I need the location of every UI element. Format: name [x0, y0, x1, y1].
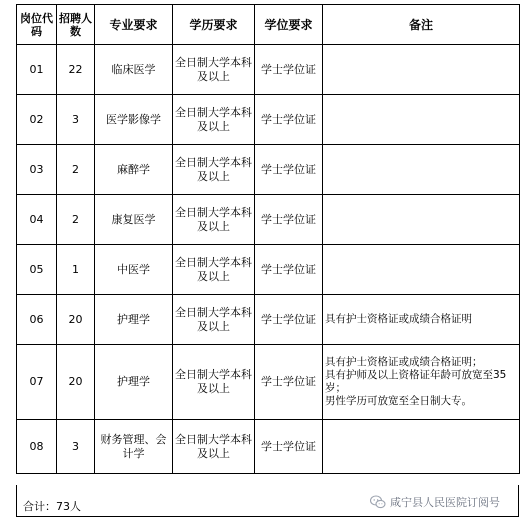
cell-major: 临床医学: [95, 45, 173, 95]
cell-education: 全日制大学本科及以上: [173, 295, 255, 345]
table-row: [17, 420, 520, 474]
cell-major: 护理学: [95, 345, 173, 420]
cell-major: 中医学: [95, 245, 173, 295]
table-row: [17, 45, 520, 95]
cell-major: 医学影像学: [95, 95, 173, 145]
table-row: [17, 195, 520, 245]
cell-major: 麻醉学: [95, 145, 173, 195]
total-label: 合计：73人: [23, 500, 81, 513]
cropped-top-edge: [0, 0, 531, 2]
cell-degree: 学士学位证: [255, 95, 323, 145]
cell-code: 07: [17, 345, 57, 420]
cell-code: 01: [17, 45, 57, 95]
cell-education: 全日制大学本科及以上: [173, 245, 255, 295]
header-education: 学历要求: [173, 5, 255, 45]
table-header-row: [17, 5, 520, 45]
cell-degree: 学士学位证: [255, 295, 323, 345]
header-remarks: 备注: [323, 5, 520, 45]
table-row: [17, 245, 520, 295]
cell-remarks: [323, 295, 520, 345]
cell-major: 财务管理、会计学: [95, 420, 173, 474]
cell-remarks: [323, 145, 520, 195]
cell-remarks: [323, 195, 520, 245]
cell-education: 全日制大学本科及以上: [173, 420, 255, 474]
cell-degree: 学士学位证: [255, 245, 323, 295]
cell-code: 03: [17, 145, 57, 195]
header-degree: 学位要求: [255, 5, 323, 45]
cell-education: 全日制大学本科及以上: [173, 145, 255, 195]
cell-code: 05: [17, 245, 57, 295]
remark-line: 具有护士资格证或成绩合格证明；: [325, 356, 483, 368]
cell-education: 全日制大学本科及以上: [173, 95, 255, 145]
cell-count: 20: [57, 295, 95, 345]
remark-line: 具有护士资格证或成绩合格证明: [325, 313, 472, 325]
cell-count: 3: [57, 420, 95, 474]
cell-degree: 学士学位证: [255, 145, 323, 195]
header-code: 岗位代码: [17, 5, 57, 45]
cell-education: 全日制大学本科及以上: [173, 345, 255, 420]
cell-major: 护理学: [95, 295, 173, 345]
remark-line: 具有护师及以上资格证年龄可放宽至35岁；: [325, 369, 507, 394]
header-count: 招聘人数: [57, 5, 95, 45]
watermark-text: 咸宁县人民医院订阅号: [390, 496, 500, 509]
cell-degree: 学士学位证: [255, 195, 323, 245]
watermark: [370, 494, 500, 510]
cell-remarks: [323, 420, 520, 474]
table-row: [17, 295, 520, 345]
cell-code: 02: [17, 95, 57, 145]
cell-degree: 学士学位证: [255, 420, 323, 474]
table-row: [17, 95, 520, 145]
cell-remarks: [323, 45, 520, 95]
remark-line: 男性学历可放宽至全日制大专。: [325, 395, 472, 407]
recruitment-table: [16, 4, 520, 474]
cell-education: 全日制大学本科及以上: [173, 195, 255, 245]
cell-remarks: [323, 345, 520, 420]
cell-code: 04: [17, 195, 57, 245]
cell-count: 3: [57, 95, 95, 145]
total-row: [16, 485, 519, 517]
cell-count: 22: [57, 45, 95, 95]
cell-count: 20: [57, 345, 95, 420]
cell-remarks: [323, 95, 520, 145]
cell-count: 1: [57, 245, 95, 295]
cell-major: 康复医学: [95, 195, 173, 245]
header-major: 专业要求: [95, 5, 173, 45]
cell-degree: 学士学位证: [255, 45, 323, 95]
cell-remarks: [323, 245, 520, 295]
cell-count: 2: [57, 195, 95, 245]
cell-count: 2: [57, 145, 95, 195]
table-row: [17, 345, 520, 420]
cell-code: 06: [17, 295, 57, 345]
cell-education: 全日制大学本科及以上: [173, 45, 255, 95]
table-row: [17, 145, 520, 195]
cell-degree: 学士学位证: [255, 345, 323, 420]
wechat-icon: [370, 495, 386, 509]
cell-code: 08: [17, 420, 57, 474]
